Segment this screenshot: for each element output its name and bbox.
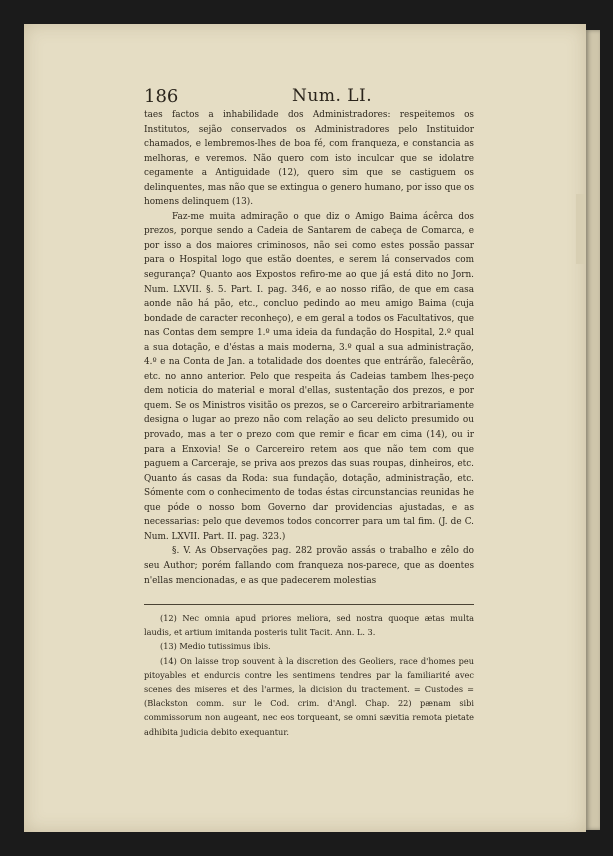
main-text xyxy=(144,108,474,588)
page-edge xyxy=(586,30,600,830)
paragraph-2: Faz-me muita admiração o que diz o Amigo Baima ácêrca dos prezos, porque sendo a Cadeia de Santarem de cabeça de Comarca, e por isso a dos maiores criminosos, não sei como estes possão passar para o Hospital logo que estão doentes, e serem lá conservados com segurança? Quanto aos Expostos refiro-me ao que já está dito no Jorn. Num. LXVII. §. 5. Part. I. pag. 346, e ao nosso rifão, de que em casa aonde não há pão, etc., concluo pedindo ao meu amigo Baima (cuja bondade de caracter reconheço), e em geral a todos os Facultativos, que nas Contas dem sempre 1.º uma ideia da fundação do Hospital, 2.º qual a sua dotação, e d'éstas a mais moderna, 3.º qual a sua administração, 4.º e na Conta de Jan. a totalidade dos doentes que entrárão, falecêrão, etc. no anno anterior. Pelo que respeita ás Cadeias tambem lhes-peço dem noticia do material e moral d'ellas, sustentação dos prezos, e por quem. Se os Ministros visitão os prezos, se o Carcereiro arbitrariamente designa o lugar ao prezo não com relação ao seu delicto presumido ou provado, mas a ter o prezo com que remir e ficar em cima (14), ou ir para a Enxovia! Se o Carcereiro retem aos que não tem com que paguem a Carceraje, se priva aos prezos das suas roupas, dinheiros, etc. Quanto ás casas da Roda: sua fundação, dotação, administração, etc. Sómente com o conhecimento de todas éstas circunstancias reunidas he que póde o nosso bom Governo dar providencias ajustadas, e as necessarias: pelo que devemos todos concorrer para um tal fim. (J. de C. Num. LXVII. Part. II. pag. 323.) xyxy=(144,211,474,542)
page-header xyxy=(144,86,474,108)
paragraph-3: §. V. As Observações pag. 282 provão assás o trabalho e zêlo do seu Author; porém fallando com franqueza nos-parece, que as doentes n'ellas mencionadas, e as que padecerem molestias xyxy=(144,546,474,586)
footnote-rule xyxy=(144,604,474,605)
footnote-13: (13) Medio tutissimus ibis. xyxy=(160,641,271,652)
footnotes xyxy=(144,611,474,739)
footnote-14: (14) On laisse trop souvent à la discretion des Geoliers, race d'homes peu pitoyables et endurcis contre les sentimens tendres par la familiarité avec scenes des miseres et des l'armes, la dicision du tractement. = Custodes = (Blackston comm. sur le Cod. crim. d'Angl. Chap. 22) pænam sibi commissorum non augeant, nec eos torqueant, se omni sævitia remota pietate adhibita judicia debito exequantur. xyxy=(144,655,474,737)
page-number: 186 xyxy=(144,86,179,107)
page-tab xyxy=(576,194,586,264)
paragraph-1: taes factos a inhabilidade dos Administradores: respeitemos os Institutos, sejão conservados os Administradores pelo Instituidor chamados, e lembremos-lhes de boa fé, com franqueza, e constancia as melhoras, e veremos. Não quero com isto inculcar que se idolatre cegamente a Antiguidade (12), quero sim que se castiguem os delinquentes, mas não que se extingua o genero humano, por isso que os homens delinquem (13). xyxy=(144,110,474,208)
running-title: Num. LI. xyxy=(292,86,373,106)
footnote-12: (12) Nec omnia apud priores meliora, sed nostra quoque ætas multa laudis, et artium imitanda posteris tulit Tacit. Ann. L. 3. xyxy=(144,613,474,638)
